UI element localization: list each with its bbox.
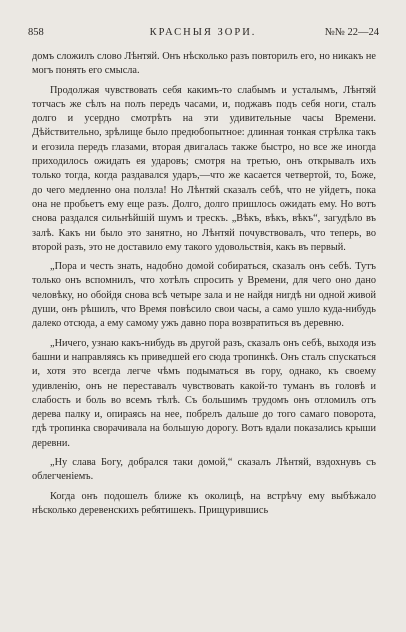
paragraph: „Пора и честь знать, надобно домой собираться, сказалъ онъ себѣ. Тутъ только онъ вспомнилъ, что хотѣлъ спросить у Времени, для чего оно дано человѣку, но обойдя снова всѣ четыре зала и не найдя нигдѣ ни одной живой души, онъ рѣшилъ, что Время повѣсило свои часы, а само ушло куда-нибудь далеко отсюда, а ему самому ужъ давно пора возвратиться въ деревню. (32, 261, 376, 330)
paragraph: Когда онъ подошелъ ближе къ околицѣ, на встрѣчу ему выбѣжало нѣсколько деревенскихъ ребятишекъ. Прищурившись (32, 490, 376, 516)
paragraph: „Ничего, узнаю какъ-нибудь въ другой разъ, сказалъ онъ себѣ, выходя изъ башни и направляясь къ приведшей его сюда тропинкѣ. Онъ сталъ спускаться и, хотя это всегда легче чѣмъ подыматься въ гору, однако, къ своему удивленію, онъ не переставалъ чувствовать какой-то туманъ въ головѣ и слабость и боль во всемъ тѣлѣ. Съ большимъ трудомъ онъ отломилъ отъ дерева палку и, опираясь на нее, побрелъ дальше до того самаго поворота, гдѣ тропинка сворачивала на большую дорогу. Вотъ вдали показались крыши деревни. (32, 337, 376, 449)
paragraph: „Ну слава Богу, добрался таки домой,“ сказалъ Лѣнтяй, вздохнувъ съ облегченіемъ. (32, 457, 376, 483)
journal-title: КРАСНЫЯ ЗОРИ. (149, 27, 257, 38)
paragraph: Продолжая чувствовать себя какимъ-то слабымъ и усталымъ, Лѣнтяй тотчасъ же сѣлъ на полъ передъ часами, и, поджавъ подъ себя ноги, сталъ долго и усердно смотрѣть на эти удивительные часы Времени. Дѣйствительно, зрѣлище было предюбопытное: длинная тонкая стрѣлка такъ и егозила передъ глазами, вторая двигалась также быстро, но все же иногда приходилось ожидать ея ударовъ; смотря на третью, онъ открывалъ ихъ только тогда, когда раздавался ударъ,—что же касается четвертой, то, Боже, до чего медленно она ползла! Но Лѣнтяй сказалъ себѣ, что не уйдетъ, пока она не пробьетъ ему еще разъ. Долго, долго пришлось ожидать ему. Но вотъ снова раздался сильнѣйшій шумъ и трескъ. „Вѣкъ, вѣкъ, вѣкъ“, загудѣло въ залѣ. Какъ ни было это занятно, но Лѣнтяй почувствовалъ, что теперь, во второй разъ, это не доставило ему такого удовольствія, какъ въ первый. (32, 84, 376, 253)
page-number: 858 (28, 27, 44, 38)
paragraph: домъ сложилъ слово Лѣнтяй. Онъ нѣсколько разъ повторилъ его, но никакъ не могъ понять его смысла. (32, 51, 376, 77)
body-text (32, 50, 376, 523)
running-header (0, 27, 406, 41)
issue-number: №№ 22—24 (324, 27, 379, 38)
